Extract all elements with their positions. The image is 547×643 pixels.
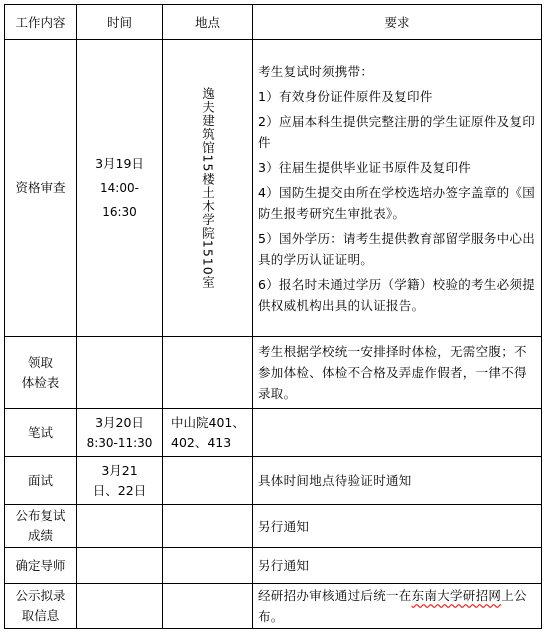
req-item: 4）国防生提交由所在学校选培办签字盖章的《国防生报考研究生审批表》。 xyxy=(258,184,536,221)
header-time: 时间 xyxy=(77,5,163,40)
cell-time xyxy=(77,505,163,548)
cell-item: 资格审查 xyxy=(5,40,77,337)
cell-requirement xyxy=(253,40,542,337)
location-line2: 402、413 xyxy=(171,434,232,450)
req-item: 1）有效身份证件原件及复印件 xyxy=(258,88,433,104)
location-text: 逸夫建筑馆15楼土木学院1510室 xyxy=(200,86,216,290)
row-qualification xyxy=(5,40,542,337)
header-requirement: 要求 xyxy=(253,5,542,40)
time-start: 14:00- xyxy=(100,181,139,195)
item-line2: 体检表 xyxy=(21,374,60,390)
req-underlined: 东南大学研招网 xyxy=(411,588,502,603)
row-results xyxy=(5,505,542,548)
cell-location xyxy=(163,40,253,337)
location-line1: 中山院401、 xyxy=(171,414,245,430)
row-interview xyxy=(5,457,542,505)
cell-item: 面试 xyxy=(5,457,77,505)
row-written xyxy=(5,409,542,457)
item-line1: 领取 xyxy=(27,354,53,370)
cell-item xyxy=(5,584,77,629)
cell-location xyxy=(163,505,253,548)
req-item: 5）国外学历：请考生提供教育部留学服务中心出具的学历认证证明。 xyxy=(258,230,536,267)
item-line1: 公示拟录 xyxy=(15,588,66,603)
cell-requirement: 另行通知 xyxy=(253,505,542,548)
cell-item xyxy=(5,337,77,409)
req-item: 3）往届生提供毕业证书原件及复印件 xyxy=(258,159,472,175)
cell-requirement: 另行通知 xyxy=(253,548,542,584)
header-row xyxy=(5,5,542,40)
cell-location xyxy=(163,409,253,457)
time-date: 3月20日 xyxy=(95,414,144,430)
item-line2: 成绩 xyxy=(27,528,53,543)
cell-item: 确定导师 xyxy=(5,548,77,584)
req-item: 6）报名时未通过学历（学籍）校验的考生必须提供权威机构出具的认证报告。 xyxy=(258,276,536,313)
req-tail: 上公布。 xyxy=(258,588,527,624)
cell-item xyxy=(5,505,77,548)
time-line2: 日、22日 xyxy=(92,482,147,498)
cell-location xyxy=(163,548,253,584)
cell-requirement: 具体时间地点待验证时通知 xyxy=(253,457,542,505)
row-advisor xyxy=(5,548,542,584)
cell-requirement xyxy=(253,409,542,457)
row-admission xyxy=(5,584,542,629)
time-end: 16:30 xyxy=(102,205,137,219)
cell-time xyxy=(77,548,163,584)
cell-location xyxy=(163,584,253,629)
cell-time xyxy=(77,337,163,409)
cell-time xyxy=(77,584,163,629)
cell-location xyxy=(163,337,253,409)
req-title: 考生复试时须携带： xyxy=(258,63,374,79)
header-item: 工作内容 xyxy=(5,5,77,40)
time-line1: 3月21 xyxy=(101,462,138,478)
cell-requirement xyxy=(253,584,542,629)
req-plain: 经研招办审核通过后统一在 xyxy=(258,588,412,603)
req-item: 2）应届本科生提供完整注册的学生证原件及复印件 xyxy=(258,113,536,150)
time-date: 3月19日 xyxy=(95,156,144,171)
row-physical xyxy=(5,337,542,409)
cell-time xyxy=(77,457,163,505)
cell-time xyxy=(77,409,163,457)
schedule-table xyxy=(4,4,542,629)
header-location: 地点 xyxy=(163,5,253,40)
item-line2: 取信息 xyxy=(21,608,60,623)
cell-location xyxy=(163,457,253,505)
time-range: 8:30-11:30 xyxy=(86,435,153,450)
item-line1: 公布复试 xyxy=(15,508,66,523)
cell-item: 笔试 xyxy=(5,409,77,457)
cell-time xyxy=(77,40,163,337)
cell-requirement: 考生根据学校统一安排择时体检，无需空腹；不参加体检、体检不合格及弄虚作假者，一律不得录取。 xyxy=(253,337,542,409)
